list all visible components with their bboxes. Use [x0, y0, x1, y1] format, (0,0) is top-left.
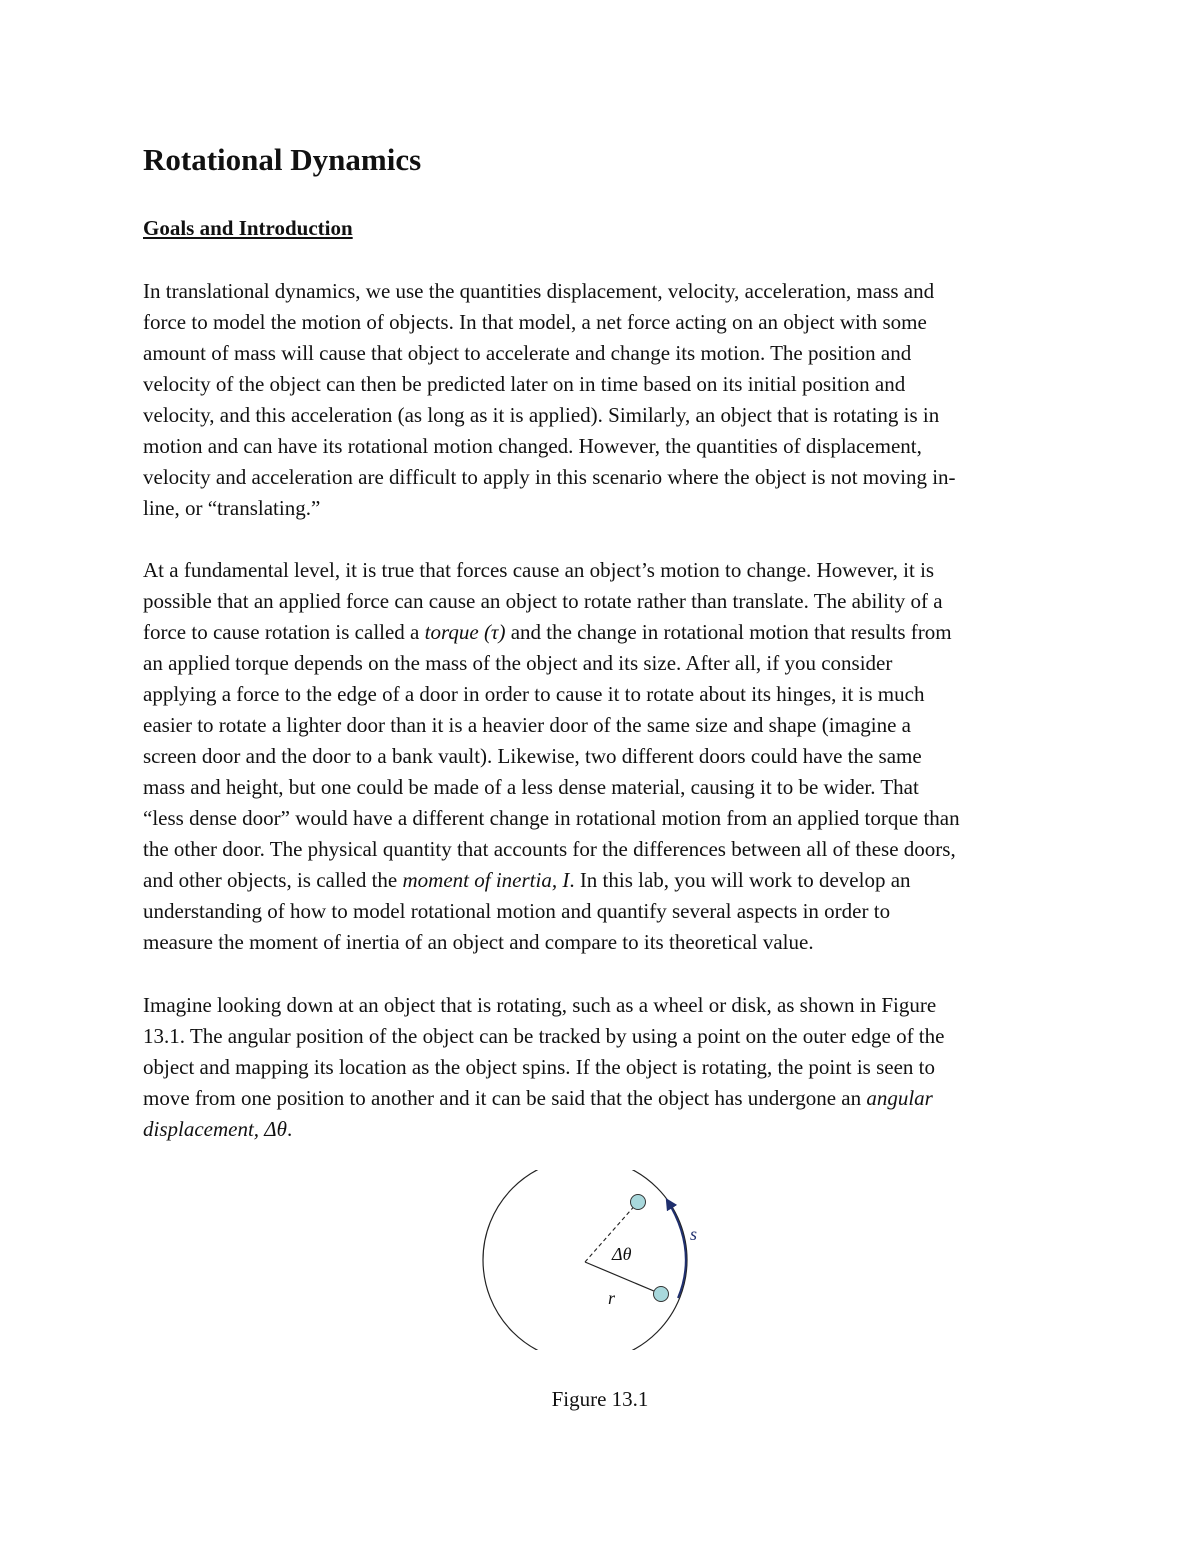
text-run: . In this lab, you will work to develop an	[569, 868, 911, 892]
text-line: understanding of how to model rotational motion and quantify several aspects in order to	[143, 899, 891, 923]
angle-label: Δθ	[612, 1244, 632, 1264]
text-line	[143, 865, 1063, 896]
disk-outline	[483, 1170, 687, 1350]
text-line: velocity, and this acceleration (as long as it is applied). Similarly, an object that is rotating is in	[143, 403, 940, 427]
text-line	[143, 1114, 1063, 1145]
point-final	[654, 1287, 669, 1302]
text-line: In translational dynamics, we use the quantities displacement, velocity, acceleration, mass and	[143, 279, 935, 303]
text-line: applying a force to the edge of a door in order to cause it to rotate about its hinges, it is much	[143, 682, 925, 706]
text-run: .	[286, 1117, 293, 1141]
text-line: line, or “translating.”	[143, 496, 321, 520]
text-line: velocity and acceleration are difficult to apply in this scenario where the object is not moving in-	[143, 465, 956, 489]
text-line: the other door. The physical quantity that accounts for the differences between all of these doors,	[143, 837, 956, 861]
term-moment-of-inertia: moment of inertia, I	[402, 868, 570, 892]
text-line: velocity of the object can then be predicted later on in time based on its initial position and	[143, 372, 906, 396]
point-initial	[631, 1195, 646, 1210]
arc-label: s	[690, 1224, 698, 1244]
text-run: move from one position to another and it can be said that the object has undergone an	[143, 1086, 867, 1110]
text-run: force to cause rotation is called a	[143, 620, 425, 644]
text-line: mass and height, but one could be made of a less dense material, causing it to be wider. That	[143, 775, 919, 799]
page-title: Rotational Dynamics	[143, 142, 422, 177]
text-line: “less dense door” would have a different change in rotational motion from an applied torque than	[143, 806, 960, 830]
radius-line	[585, 1262, 661, 1294]
text-run: and other objects, is called the	[143, 868, 403, 892]
paragraph-angular	[143, 990, 1063, 1145]
torque-symbol: (τ)	[483, 620, 506, 644]
term-angular-displacement: displacement, Δθ	[143, 1117, 287, 1141]
text-line: force to model the motion of objects. In that model, a net force acting on an object with some	[143, 310, 927, 334]
figure-rotating-disk	[470, 1170, 710, 1350]
text-line: amount of mass will cause that object to accelerate and change its motion. The position and	[143, 341, 912, 365]
text-run: and the change in rotational motion that results from	[505, 620, 952, 644]
text-line: easier to rotate a lighter door than it is a heavier door of the same size and shape (imagine a	[143, 713, 911, 737]
radius-label: r	[608, 1288, 616, 1308]
term-angular: angular	[866, 1086, 933, 1110]
paragraph-intro	[143, 276, 1063, 524]
figure-caption: Figure 13.1	[551, 1387, 649, 1411]
text-line: object and mapping its location as the object spins. If the object is rotating, the point is seen to	[143, 1055, 936, 1079]
text-line: an applied torque depends on the mass of the object and its size. After all, if you consider	[143, 651, 893, 675]
text-line: 13.1. The angular position of the object can be tracked by using a point on the outer edge of the	[143, 1024, 945, 1048]
text-line	[143, 1083, 1063, 1114]
text-line: measure the moment of inertia of an object and compare to its theoretical value.	[143, 930, 814, 954]
text-line	[143, 617, 1063, 648]
term-torque: torque	[424, 620, 479, 644]
text-line: At a fundamental level, it is true that forces cause an object’s motion to change. However, it is	[143, 558, 935, 582]
paragraph-torque	[143, 555, 1063, 958]
text-line: motion and can have its rotational motion changed. However, the quantities of displacement,	[143, 434, 922, 458]
text-line: screen door and the door to a bank vault). Likewise, two different doors could have the same	[143, 744, 922, 768]
text-line: Imagine looking down at an object that is rotating, such as a wheel or disk, as shown in Figure	[143, 993, 937, 1017]
text-line: possible that an applied force can cause an object to rotate rather than translate. The ability of a	[143, 589, 943, 613]
section-heading: Goals and Introduction	[143, 216, 353, 240]
